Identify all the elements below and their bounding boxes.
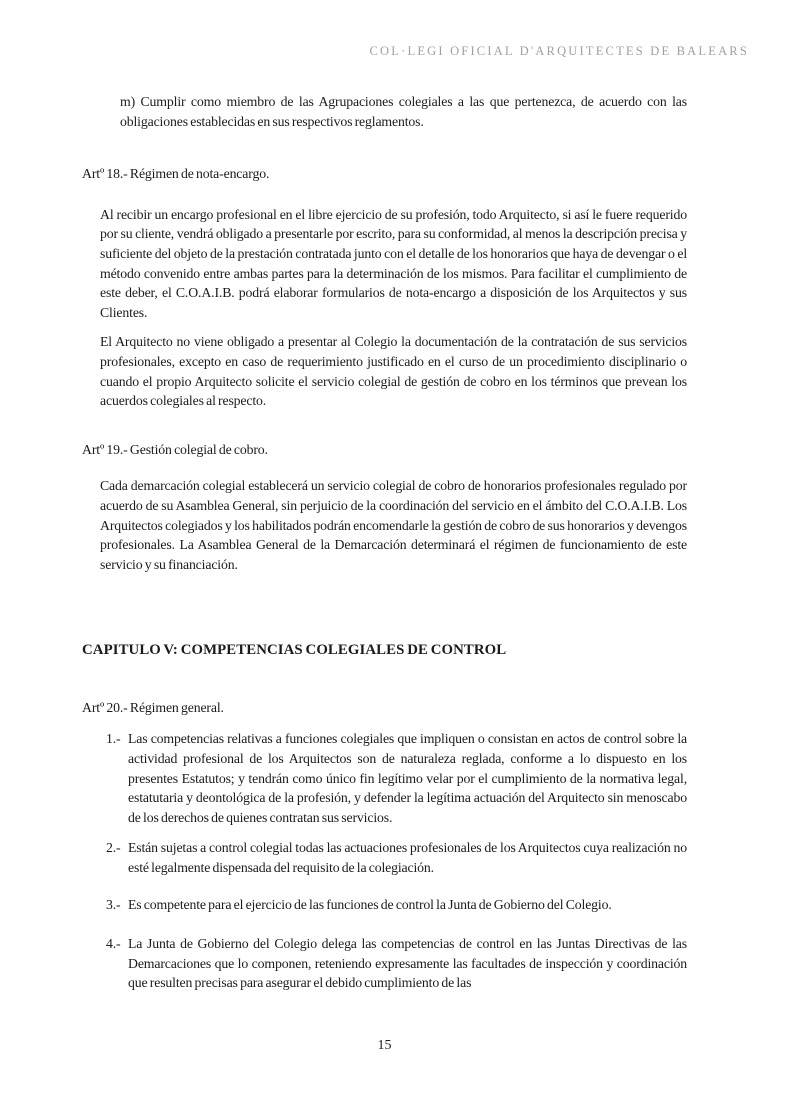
article-19-paragraph-1: Cada demarcación colegial establecerá un servicio colegial de cobro de honorarios profesionales regulado por acuerdo de su Asamblea General, sin perjuicio de la coordinación del servicio en el ámbito del C.O.A.I.B. Los Arquitectos colegiados y los habilitados podrán encomendarle la gestión de cobro de sus honorarios y devengos profesionales. La Asamblea General de la Demarcación determinará el régimen de funcionamiento de este servicio y su financiación.: [100, 478, 687, 572]
list-item-3: [106, 895, 687, 915]
article-19-heading: Artº 19.- Gestión colegial de cobro.: [82, 441, 268, 457]
list-item-1-text: Las competencias relativas a funciones colegiales que impliquen o consistan en actos de control sobre la actividad profesional de los Arquitectos son de naturaleza reglada, conforme a lo dispuesto en los presentes Estatutos; y tendrán como único fin legítimo velar por el cumplimiento de la normativa legal, estatutaria y deontológica de la profesión, y defender la legítima actuación del Arquitecto sin menoscabo de los derechos de quienes contratan sus servicios.: [128, 731, 687, 825]
list-item-4-number: 4.-: [106, 936, 121, 952]
page-number: 15: [377, 1038, 392, 1053]
article-18-heading: Artº 18.- Régimen de nota-encargo.: [82, 166, 270, 182]
page-body: [82, 92, 687, 993]
article-20-numbered-list: [82, 729, 687, 993]
list-item-1-number: 1.-: [106, 731, 121, 747]
list-item-2-text: Están sujetas a control colegial todas las actuaciones profesionales de los Arquitectos cuya realización no esté legalmente dispensada del requisito de la colegiación.: [128, 840, 687, 876]
list-item-4-text: La Junta de Gobierno del Colegio delega las competencias de control en las Juntas Directivas de las Demarcaciones que lo componen, reteniendo expresamente las facultades de inspección y coordinación que resulten precisas para asegurar el debido cumplimiento de las: [128, 936, 687, 991]
list-item-3-text: Es competente para el ejercicio de las funciones de control la Junta de Gobierno del Colegio.: [128, 896, 612, 912]
article-18-paragraph-1: Al recibir un encargo profesional en el libre ejercicio de su profesión, todo Arquitecto, si así le fuere requerido por su cliente, vendrá obligado a presentarle por escrito, para su conformidad, al menos la descripción precisa y suficiente del objeto de la prestación contratada junto con el detalle de los honorarios que haya de devengar o el método convenido entre ambas partes para la determinación de los mismos. Para facilitar el cumplimiento de este deber, el C.O.A.I.B. podrá elaborar formularios de nota-encargo a disposición de los Arquitectos y sus Clientes.: [100, 206, 687, 320]
article-20-heading: Artº 20.- Régimen general.: [82, 699, 224, 715]
letterhead-text: COL·LEGI OFICIAL D'ARQUITECTES DE BALEARS: [369, 44, 749, 58]
list-item-4: [106, 934, 687, 993]
article-18-paragraph-2: El Arquitecto no viene obligado a presentar al Colegio la documentación de la contratación de sus servicios profesionales, excepto en caso de requerimiento justificado en el curso de un procedimiento disciplinario o cuando el propio Arquitecto solicite el servicio colegial de gestión de cobro en los términos que prevean los acuerdos colegiales al respecto.: [100, 334, 687, 409]
list-item-2-number: 2.-: [106, 840, 121, 856]
clause-m-paragraph: m) Cumplir como miembro de las Agrupaciones colegiales a las que pertenezca, de acuerdo con las obligaciones establecidas en sus respectivos reglamentos.: [120, 94, 687, 129]
chapter-5-heading: CAPITULO V: COMPETENCIAS COLEGIALES DE CONTROL: [82, 642, 507, 659]
list-item-2: [106, 838, 687, 877]
list-item-1: [106, 729, 687, 827]
list-item-3-number: 3.-: [106, 896, 121, 912]
